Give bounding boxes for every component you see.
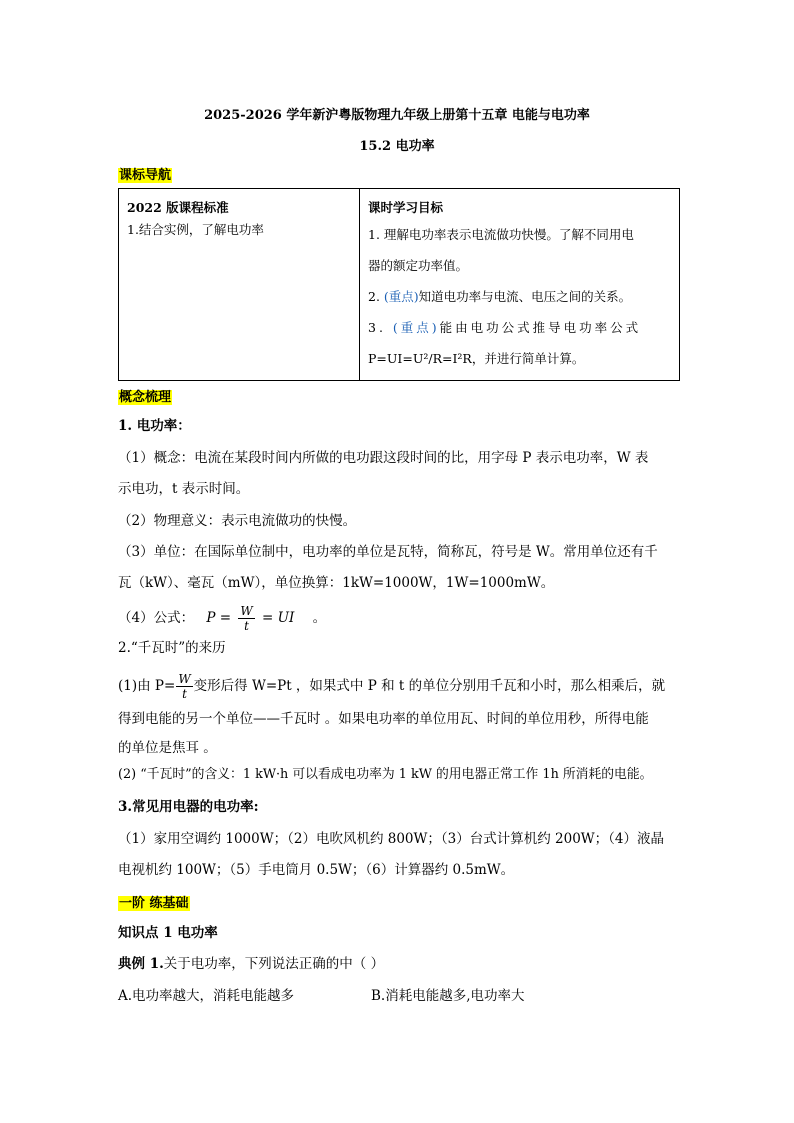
- goal-line-4: 3. (重点)能由电功公式推导电功率公式: [368, 320, 642, 335]
- standards-right-cell: [360, 189, 680, 381]
- goal-line-2: 器的额定功率值。: [368, 258, 469, 273]
- section-title: 15.2 电功率: [359, 139, 435, 154]
- concept-line: 的单位是焦耳 。: [118, 740, 217, 756]
- key-point-tag: (重点): [392, 320, 440, 335]
- nav-label-box: [118, 164, 172, 183]
- practice-label: 一阶 练基础: [119, 896, 189, 911]
- formula-line: [118, 603, 326, 633]
- formula-lhs: P =: [206, 610, 232, 626]
- nav-label: 课标导航: [119, 168, 172, 183]
- option-a: A.电功率越大，消耗电能越多: [118, 988, 295, 1004]
- goal-line-1: 1. 理解电功率表示电流做功快慢。了解不同用电: [368, 227, 634, 242]
- standards-left-cell: [119, 189, 360, 381]
- goal-line-5: P=UI=U²/R=I²R，并进行简单计算。: [368, 351, 585, 366]
- example-question-text: 关于电功率，下列说法正确的中（ ）: [163, 956, 385, 972]
- derivation-denominator: t: [182, 687, 187, 701]
- formula-end: 。: [312, 610, 327, 626]
- concept-line: 瓦（kW）、毫瓦（mW），单位换算：1kW=1000W，1W=1000mW。: [118, 575, 555, 591]
- standards-right-header: 课时学习目标: [368, 200, 444, 215]
- example-label: 典例 1.: [118, 956, 164, 972]
- concept-label-box: [118, 386, 172, 405]
- derivation-prefix: (1)由 P=: [118, 678, 176, 694]
- formula-prefix: （4）公式：: [118, 610, 195, 626]
- standards-left-header: 2022 版课程标准: [127, 200, 229, 215]
- key-point-tag: (重点): [383, 289, 419, 304]
- concept-label: 概念梳理: [119, 390, 172, 405]
- standards-table: [118, 188, 680, 381]
- standards-left-item: 1.结合实例，了解电功率: [127, 222, 264, 237]
- formula-fraction: [238, 604, 254, 633]
- concept-line: 电视机约 100W；（5）手电筒月 0.5W；（6）计算器约 0.5mW。: [118, 862, 515, 878]
- concept-line: （1）概念：电流在某段时间内所做的电功跟这段时间的比，用字母 P 表示电功率，W 表: [118, 450, 649, 466]
- concept-line: (2) “千瓦时”的含义：1 kW·h 可以看成电功率为 1 kW 的用电器正常工作 1h 所消耗的电能。: [118, 767, 653, 782]
- derivation-line: [118, 672, 665, 701]
- concept-heading-2: 2.“千瓦时”的来历: [118, 640, 226, 656]
- derivation-numerator: W: [178, 672, 191, 686]
- formula-numerator: W: [240, 604, 253, 618]
- concept-line: （1）家用空调约 1000W；（2）电吹风机约 800W；（3）台式计算机约 200W；（4）液晶: [118, 831, 664, 847]
- document-title: 2025-2026 学年新沪粤版物理九年级上册第十五章 电能与电功率: [204, 108, 590, 123]
- practice-label-box: [118, 892, 190, 911]
- concept-line: （2）物理意义：表示电流做功的快慢。: [118, 513, 357, 529]
- goal-line-3: 2. (重点)知道电功率与电流、电压之间的关系。: [368, 289, 632, 304]
- knowledge-point: 知识点 1 电功率: [118, 925, 218, 941]
- concept-line: 得到电能的另一个单位——千瓦时 。如果电功率的单位用瓦、时间的单位用秒，所得电能: [118, 711, 649, 727]
- formula-denominator: t: [244, 619, 249, 633]
- derivation-fraction: [176, 672, 192, 701]
- concept-heading-3: 3.常见用电器的电功率:: [118, 799, 259, 815]
- example-question: [118, 954, 384, 974]
- concept-line: 示电功，t 表示时间。: [118, 481, 250, 497]
- concept-heading-1: 1. 电功率：: [118, 418, 191, 434]
- concept-line: （3）单位：在国际单位制中，电功率的单位是瓦特，简称瓦，符号是 W。常用单位还有千: [118, 544, 658, 560]
- derivation-rest: 变形后得 W=Pt ，如果式中 P 和 t 的单位分别用千瓦和小时，那么相乘后，就: [193, 678, 666, 694]
- formula-rhs: = UI: [262, 610, 295, 626]
- option-b: B.消耗电能越多,电功率大: [371, 988, 525, 1004]
